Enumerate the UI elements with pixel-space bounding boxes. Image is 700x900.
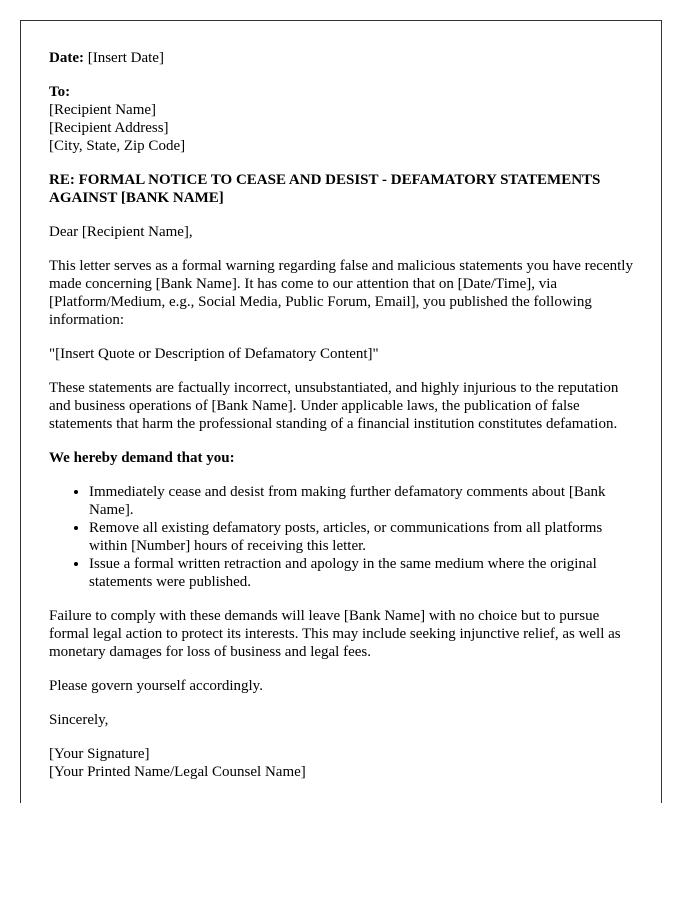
to-label: To: xyxy=(49,84,71,100)
quote-paragraph: "[Insert Quote or Description of Defamatory Content]" xyxy=(49,346,379,362)
demand-heading: We hereby demand that you: xyxy=(49,450,235,466)
demand-list xyxy=(49,483,633,591)
date-value: [Insert Date] xyxy=(83,50,164,66)
demand-item: • Immediately cease and desist from making further defamatory comments about [Bank Name]. xyxy=(89,483,633,519)
recipient-address: [Recipient Address] xyxy=(49,120,169,136)
demand-item: • Issue a formal written retraction and apology in the same medium where the original statements were published. xyxy=(89,555,633,591)
body-paragraph: These statements are factually incorrect, unsubstantiated, and highly injurious to the reputation and business operations of [Bank Name]. Under applicable laws, the publication of false statements that harm the professional standing of a financial institution constitutes defamation. xyxy=(49,380,619,432)
recipient-block xyxy=(49,83,633,155)
demand-item: • Remove all existing defamatory posts, articles, or communications from all platforms within [Number] hours of receiving this letter. xyxy=(89,519,633,555)
salutation: Dear [Recipient Name], xyxy=(49,224,193,240)
printed-name: [Your Printed Name/Legal Counsel Name] xyxy=(49,764,306,780)
recipient-name: [Recipient Name] xyxy=(49,102,157,118)
signature: [Your Signature] xyxy=(49,746,150,762)
signature-block xyxy=(49,745,633,781)
letter-document xyxy=(20,20,662,803)
valediction: Sincerely, xyxy=(49,712,109,728)
recipient-city: [City, State, Zip Code] xyxy=(49,138,186,154)
closing-paragraph: Failure to comply with these demands will leave [Bank Name] with no choice but to pursue formal legal action to protect its interests. This may include seeking injunctive relief, as well as monetary damages for loss of business and legal fees. xyxy=(49,608,621,660)
date-label: Date: xyxy=(49,50,84,66)
date-line xyxy=(49,49,633,67)
subject-line: RE: FORMAL NOTICE TO CEASE AND DESIST - DEFAMATORY STATEMENTS AGAINST [BANK NAME] xyxy=(49,172,601,206)
body-paragraph: This letter serves as a formal warning regarding false and malicious statements you have recently made concerning [Bank Name]. It has come to our attention that on [Date/Time], via [Platform/Medium, e.g., Social Media, Public Forum, Email], you published the following information: xyxy=(49,258,633,328)
closing-paragraph: Please govern yourself accordingly. xyxy=(49,678,263,694)
